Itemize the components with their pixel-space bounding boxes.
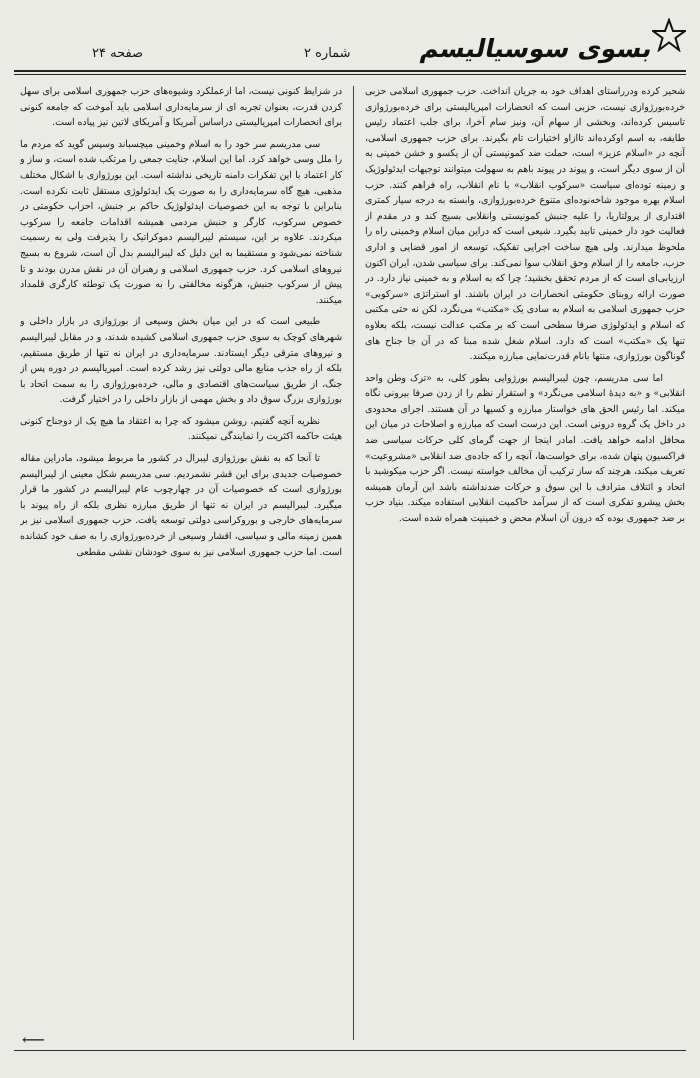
paragraph: طبیعی است که در این میان بخش وسیعی از بورژوازی در بازار داخلی و شهرهای کوچک به سوی حزب جمهوری اسلامی کشیده شدند، و در مقابل لیبرالیسم و نیروهای مترقی دیگر ایستادند. سرمایه‌داری در ایران نه تنها از طریق مستقیم، بلکه از راه جذب منابع مالی دولتی نیز رشد کرده است. امپریالیسم در دوره پس از جنگ، از طریق سیاست‌های اقتصادی و مالی، خرده‌بورژوازی را به سمت اتحاد با بورژوازی بزرگ سوق داد و بخش مهمی از بازار داخلی را در اختیار گرفت.	[20, 316, 342, 406]
left-column	[20, 84, 342, 1044]
star-icon	[652, 18, 686, 52]
issue-number: شماره ۲	[304, 46, 351, 61]
masthead-title: بسوی سوسیالیسم	[417, 34, 656, 63]
paragraph: اما سی مدریسم، چون لیبرالیسم بورژوایی بطور کلی، به «ترک وطن واحد انقلابی» و «به دیدهٔ اسلامی می‌نگرد» و استقرار نظم را از زدن صرفا بیرونی نگاه میکند. اما رئیس الحق های خواستار مبارزه و کسیها در آن هستند. اجرای محدودی در داخل یک گروه درونی است. این درست است که مبارزه و اصلاحات در میان این محافل ادامه خواهد یافت. امادر اینجا از جهت گرمای کلی حرکات سیاسی ضد فراکسیون پنهان شده، برای خواست‌ها، آنچه را که جاده‌ی ضد انقلابی «مشروعیت» تعریف میکند، هرچند که ساز ترکیب آن مخالف خواسته نیست. اگر حزب میکوشید با اتحاد و ائتلاف مترادف با این سوق و حرکات ضدنداشته باشد این آرمان همیشه بخش پیشرو تفکری است که از سرآمد حاکمیت انقلابی استفاده میکند. بنیاد حزب بر ضد جمهوری بوده که درون آن اسلام محض و خمینیت همراه شده است.	[365, 372, 685, 525]
column-divider	[353, 86, 354, 1040]
footer-rule	[14, 1050, 686, 1051]
right-column	[365, 84, 685, 1044]
continue-arrow-icon: ⟵	[22, 1030, 45, 1049]
paragraph: تا آنجا که به نقش بورژوازی لیبرال در کشور ما مربوط میشود، مادراین مقاله خصوصیات جدیدی برای این قشر نشمردیم. سی مدریسم شکل معینی از لیبرالیسم بورژوازی است که خصوصیات آن در چهارچوب عام لیبرالیسم در کشور ما قرار میگیرد. لیبرالیسم در ایران نه تنها از طریق مبارزه نظری بلکه از راه پیوند با سرمایه‌های خارجی و بوروکراسی دولتی توسعه یافت. حزب جمهوری اسلامی نیز بر همین زمینه مالی و سیاسی، اقشار وسیعی از خرده‌بورژوازی را به صف خود کشانده است. اما حزب جمهوری اسلامی نیز به سوی خودشان نقشی مقطعی	[20, 453, 342, 558]
paragraph: شحیر کرده ودرراستای اهداف خود به جریان انداخت. حزب جمهوری اسلامی حزبی خرده‌بورژوازی نیست، حزبی است که انحصارات امپریالیستی برای خرده‌بورژوازی تاسیس کرده‌اند، وبخشی از سهام آن، ونیز سام آخرا، برای جلب اعتماد رئیس طایفه، به اسم اوکرده‌اند تاازاو اختیارات تام بگیرند. برای حزب جمهوری اسلامی، آنچه در «اسلام عزیز» است، حملت ضد کمونیستی آن از یکسو و خشن خمینی به آن از سوی دیگر است، و پیوند در پیوند باهم به سهولت میتوانند توجیهات ایدئولوژیک و زمینه توده‌ای سیاست «سرکوب انقلاب» با نام انقلاب، راه فراهم کنند. حزب اسلام بهره موجود شاخه‌نوده‌ای متنوع خرده‌بورژوازی، وابسته به درجه سیار کمتری اقتداری از پرولتاریا، را علیه جنبش کمونیستی وانقلابی بسیج کند و در مقدم از فعالیت خود دار خمینی تابید بگیرد. شیعی است که دراین میان اسلام وخمینی راه را ملحوظ میدارند. ولی هیچ ساخت اجرایی تفکیک، توسعه از امور قضایی و اداری حزب، جامعه را از اسلام وحق انقلاب سوا نمی‌کند. برای سیاسی شدن، ایران اکنون ارزیابی‌ای است که از مردم تحقق بخشید؛ چرا که به اسلام و به خمینی نیاز دارد. در صورت ارائه روبنای حکومتی انحصارات در ایران باشند. او استراتژی «سرکوبی» حزب جمهوری اسلامی به اسلام به سادی یک «مکتب» می‌نگرد، لکن نه حتی مکتبی که اسلام و ایدئولوژی صرفا سطحی است که بر مکتب عدالت نیست، بلکه بعلاوه تنها یک «مکتب» است که دارد. اسلام شغل شده مبنا که در آن جا جناح های گوناگون بورژوازی، منتها بانام قدرت‌نمایی مبارزه میکنند.	[365, 86, 685, 363]
page-number: صفحه ۲۴	[92, 46, 144, 61]
header-rule	[14, 70, 686, 75]
paragraph: در شرایط کنونی نیست، اما ازعملکرد وشیوه‌های حزب جمهوری اسلامی برای سهل کردن قدرت، بعنوان تجربه ای از سرمایه‌داری اسلامی باید آموخت که جامعه کنونی برای انحصارات امپریالیستی دراساس آمریکا و آمریکای لاتین نیز پیاده است.	[20, 86, 342, 129]
paragraph: سی مدریسم سر خود را به اسلام وخمینی میچسباند وسپس گوید که مردم ما را ملل وسی خواهد کرد. اما این اسلام، جنایت جمعی را مرتکب شده است، و ساز و کار اعتماد با این تفکرات دامنه تاریخی نداشته است. این بورژوازی با اشکال مختلف مذهبی، هیچ گاه سرمایه‌داری را به صورت یک ایدئولوژی مستقل ثابت نکرده است. بنابراین با توجه به این خصوصیات ایدئولوژیک حاکم بر جنبش، احزاب حکومتی در خصوص سرکوب، کارگر و جنبش مردمی همیشه اقدامات جامعه را سرکوب میکردند. علاوه بر این، سیستم لیبرالیسم دموکراتیک را پذیرفت ولی به رسمیت شناخته نمی‌شود و مستقیما به این دلیل که لیبرالیسم بدل آن است، شروع به بسیج نیروهای اسلامی کرد. حزب جمهوری اسلامی و رهبران آن در نقش مدرن بودند و تا پیش از سرکوب جنبش، هرگونه مخالفتی را به صورت یک توطئه کارگری قلمداد میکنند.	[20, 138, 342, 306]
paragraph: نظریه آنچه گفتیم، روشن میشود که چرا به اعتقاد ما هیچ یک از دوجناح کنونی هیئت حاکمه اکثریت را نمایندگی نمیکنند.	[20, 415, 342, 443]
